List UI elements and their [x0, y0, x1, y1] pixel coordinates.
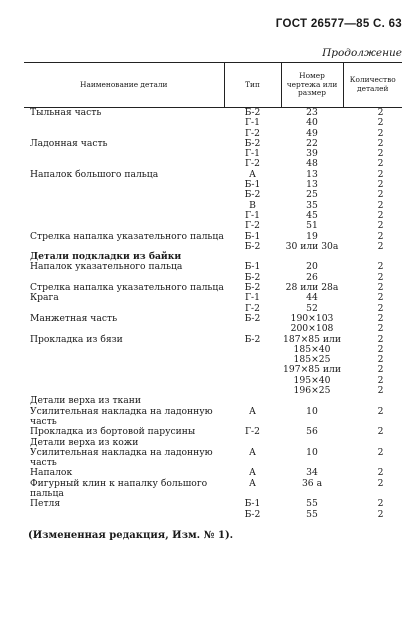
part-name-cell	[24, 149, 224, 159]
table-row	[24, 232, 402, 242]
type-cell: Г-1	[244, 209, 261, 221]
type-cell: Б-2	[244, 508, 261, 520]
type-cell: А	[249, 467, 256, 479]
part-name-cell: Детали верха из кожи	[30, 436, 139, 448]
type-cell: Г-1	[244, 292, 261, 304]
part-name-cell	[24, 201, 224, 211]
type-cell: Б-1	[244, 179, 261, 191]
quantity-cell: 2	[377, 107, 384, 118]
quantity-cell: 2	[377, 385, 384, 397]
quantity-cell: 2	[377, 158, 384, 170]
table-row	[24, 314, 402, 324]
quantity-cell: 2	[377, 282, 384, 294]
type-cell: А	[249, 405, 256, 417]
table-row	[24, 139, 402, 149]
quantity-cell: 2	[377, 498, 384, 510]
table-row	[24, 355, 402, 365]
type-cell: Г-2	[244, 127, 261, 139]
part-name-cell	[24, 118, 224, 128]
table-row	[24, 262, 402, 272]
table-row	[24, 427, 402, 437]
drawing-number-cell: 187×85 или	[283, 333, 341, 345]
drawing-number-cell: 13	[306, 179, 318, 191]
type-cell: А	[249, 446, 256, 458]
quantity-cell: 2	[377, 137, 384, 149]
drawing-number-cell: 22	[306, 137, 318, 149]
type-cell: Б-2	[244, 189, 261, 201]
quantity-cell: 2	[377, 364, 384, 376]
part-name-cell	[24, 376, 224, 386]
type-cell: А	[249, 168, 256, 180]
drawing-number-cell: 10	[306, 405, 318, 417]
type-cell: Б-2	[244, 333, 261, 345]
quantity-cell: 2	[377, 220, 384, 232]
drawing-number-cell: 40	[306, 117, 318, 129]
table-row	[24, 170, 402, 180]
drawing-number-cell: 13	[306, 168, 318, 180]
type-cell: Б-2	[244, 107, 261, 118]
quantity-cell: 2	[377, 446, 384, 458]
part-name-cell: Усилительная накладка на ладонную часть	[30, 446, 213, 469]
part-name-cell: Детали верха из ткани	[30, 395, 142, 407]
quantity-cell: 2	[377, 117, 384, 129]
quantity-cell	[343, 438, 402, 448]
table-row	[24, 345, 402, 355]
drawing-number-cell: 52	[306, 302, 318, 314]
drawing-number-cell: 200×108	[290, 323, 334, 335]
table-row	[24, 180, 402, 190]
part-name-cell	[24, 510, 224, 520]
part-name-cell: Напалок	[30, 467, 73, 479]
type-cell: Г-2	[244, 158, 261, 170]
type-cell: Г-1	[244, 148, 261, 160]
part-name-cell: Напалок указательного пальца	[30, 261, 183, 273]
drawing-number-cell: 34	[306, 467, 318, 479]
part-name-cell	[24, 365, 224, 375]
quantity-cell: 2	[377, 426, 384, 438]
table-row	[24, 510, 402, 520]
table-row	[24, 479, 402, 500]
type-cell: Б-1	[244, 498, 261, 510]
type-cell: Б-2	[244, 312, 261, 324]
quantity-cell: 2	[377, 179, 384, 191]
quantity-cell	[343, 252, 402, 262]
part-name-cell: Прокладка из бортовой парусины	[30, 426, 196, 438]
quantity-cell: 2	[377, 374, 384, 386]
type-cell: Г-1	[244, 117, 261, 129]
type-cell	[224, 386, 281, 396]
drawing-number-cell: 185×40	[293, 343, 331, 355]
type-cell: Б-2	[244, 271, 261, 283]
drawing-number-cell: 185×25	[293, 354, 331, 366]
quantity-cell: 2	[377, 261, 384, 273]
table-row	[24, 376, 402, 386]
drawing-number-cell: 20	[306, 261, 318, 273]
quantity-cell: 2	[377, 230, 384, 242]
table-row	[24, 190, 402, 200]
quantity-cell: 2	[377, 333, 384, 345]
type-cell: Б-2	[244, 282, 261, 294]
table-row	[24, 211, 402, 221]
quantity-cell: 2	[377, 240, 384, 252]
type-cell: Г-2	[244, 426, 261, 438]
table-row	[24, 108, 402, 118]
drawing-number-cell: 30 или 30а	[285, 240, 339, 252]
type-cell: В	[249, 199, 256, 211]
quantity-cell: 2	[377, 199, 384, 211]
type-cell: Б-2	[244, 137, 261, 149]
drawing-number-cell: 19	[306, 230, 318, 242]
quantity-cell: 2	[377, 292, 384, 304]
quantity-cell: 2	[377, 508, 384, 520]
type-cell: Б-1	[244, 261, 261, 273]
table-row	[24, 499, 402, 509]
quantity-cell: 2	[377, 477, 384, 489]
type-cell	[224, 324, 281, 334]
drawing-number-cell: 28 или 28а	[285, 282, 339, 294]
drawing-number-cell: 49	[306, 127, 318, 139]
part-name-cell: Прокладка из бязи	[30, 333, 123, 345]
quantity-cell: 2	[377, 354, 384, 366]
table-body	[24, 108, 402, 520]
quantity-cell: 2	[377, 312, 384, 324]
drawing-number-cell: 36 а	[301, 477, 323, 489]
drawing-number-cell: 35	[306, 199, 318, 211]
table-row	[24, 335, 402, 345]
table-row	[24, 149, 402, 159]
type-cell: Г-2	[244, 220, 261, 232]
quantity-cell: 2	[377, 302, 384, 314]
type-cell: А	[249, 477, 256, 489]
drawing-number-cell: 48	[306, 158, 318, 170]
column-header-quantity: Количество деталей	[343, 63, 402, 108]
type-cell	[224, 345, 281, 355]
quantity-cell: 2	[377, 405, 384, 417]
quantity-cell: 2	[377, 271, 384, 283]
parts-table	[24, 62, 402, 520]
part-name-cell	[24, 211, 224, 221]
part-name-cell: Ладонная часть	[30, 137, 108, 149]
quantity-cell: 2	[377, 467, 384, 479]
table-row	[24, 118, 402, 128]
part-name-cell: Крага	[30, 292, 59, 304]
type-cell	[224, 365, 281, 375]
column-header-drawing-number: Номер чертежа или размер	[281, 63, 343, 108]
drawing-number-cell: 195×40	[293, 374, 331, 386]
drawing-number-cell: 44	[306, 292, 318, 304]
part-name-cell: Стрелка напалка указательного пальца	[30, 230, 224, 242]
part-name-cell: Петля	[30, 498, 61, 510]
part-name-cell	[24, 180, 224, 190]
drawing-number-cell: 26	[306, 271, 318, 283]
drawing-number-cell: 39	[306, 148, 318, 160]
table-row	[24, 201, 402, 211]
drawing-number-cell: 196×25	[293, 385, 331, 397]
quantity-cell: 2	[377, 189, 384, 201]
type-cell	[224, 355, 281, 365]
drawing-number-cell: 45	[306, 209, 318, 221]
part-name-cell: Фигурный клин к напалку большого пальца	[30, 477, 208, 499]
part-name-cell: Стрелка напалка указательного пальца	[30, 282, 224, 294]
table-row	[24, 324, 402, 334]
part-name-cell: Манжетная часть	[30, 312, 118, 324]
drawing-number-cell: 51	[306, 220, 318, 232]
quantity-cell: 2	[377, 168, 384, 180]
drawing-number-cell: 25	[306, 189, 318, 201]
type-cell	[224, 376, 281, 386]
quantity-cell	[343, 396, 402, 406]
quantity-cell: 2	[377, 209, 384, 221]
table-row	[24, 293, 402, 303]
drawing-number-cell: 55	[306, 498, 318, 510]
column-header-part-name: Наименование детали	[24, 63, 224, 108]
type-cell: Б-1	[244, 230, 261, 242]
part-name-cell	[24, 324, 224, 334]
quantity-cell: 2	[377, 148, 384, 160]
part-name-cell: Тыльная часть	[30, 107, 102, 118]
edition-note: (Измененная редакция, Изм. № 1).	[28, 530, 234, 541]
continuation-label: Продолжение	[322, 47, 402, 59]
drawing-number-cell: 197×85 или	[283, 364, 341, 376]
part-name-cell	[24, 345, 224, 355]
part-name-cell	[24, 190, 224, 200]
part-name-cell	[24, 355, 224, 365]
column-header-type: Тип	[224, 63, 281, 108]
drawing-number-cell: 56	[306, 426, 318, 438]
drawing-number-cell: 190×103	[290, 312, 334, 324]
page-header: ГОСТ 26577—85 С. 63	[275, 18, 402, 30]
quantity-cell: 2	[377, 323, 384, 335]
quantity-cell: 2	[377, 127, 384, 139]
drawing-number-cell: 10	[306, 446, 318, 458]
table-header-row	[24, 63, 402, 108]
part-name-cell: Напалок большого пальца	[30, 168, 159, 180]
part-name-cell: Детали подкладки из байки	[30, 251, 182, 263]
type-cell: Г-2	[244, 302, 261, 314]
quantity-cell: 2	[377, 343, 384, 355]
table-row	[24, 283, 402, 293]
type-cell: Б-2	[244, 240, 261, 252]
part-name-cell: Усилительная накладка на ладонную часть	[30, 405, 213, 427]
drawing-number-cell: 23	[306, 107, 318, 118]
drawing-number-cell: 55	[306, 508, 318, 520]
table-row	[24, 448, 402, 469]
table-row	[24, 365, 402, 375]
table-row	[24, 407, 402, 428]
